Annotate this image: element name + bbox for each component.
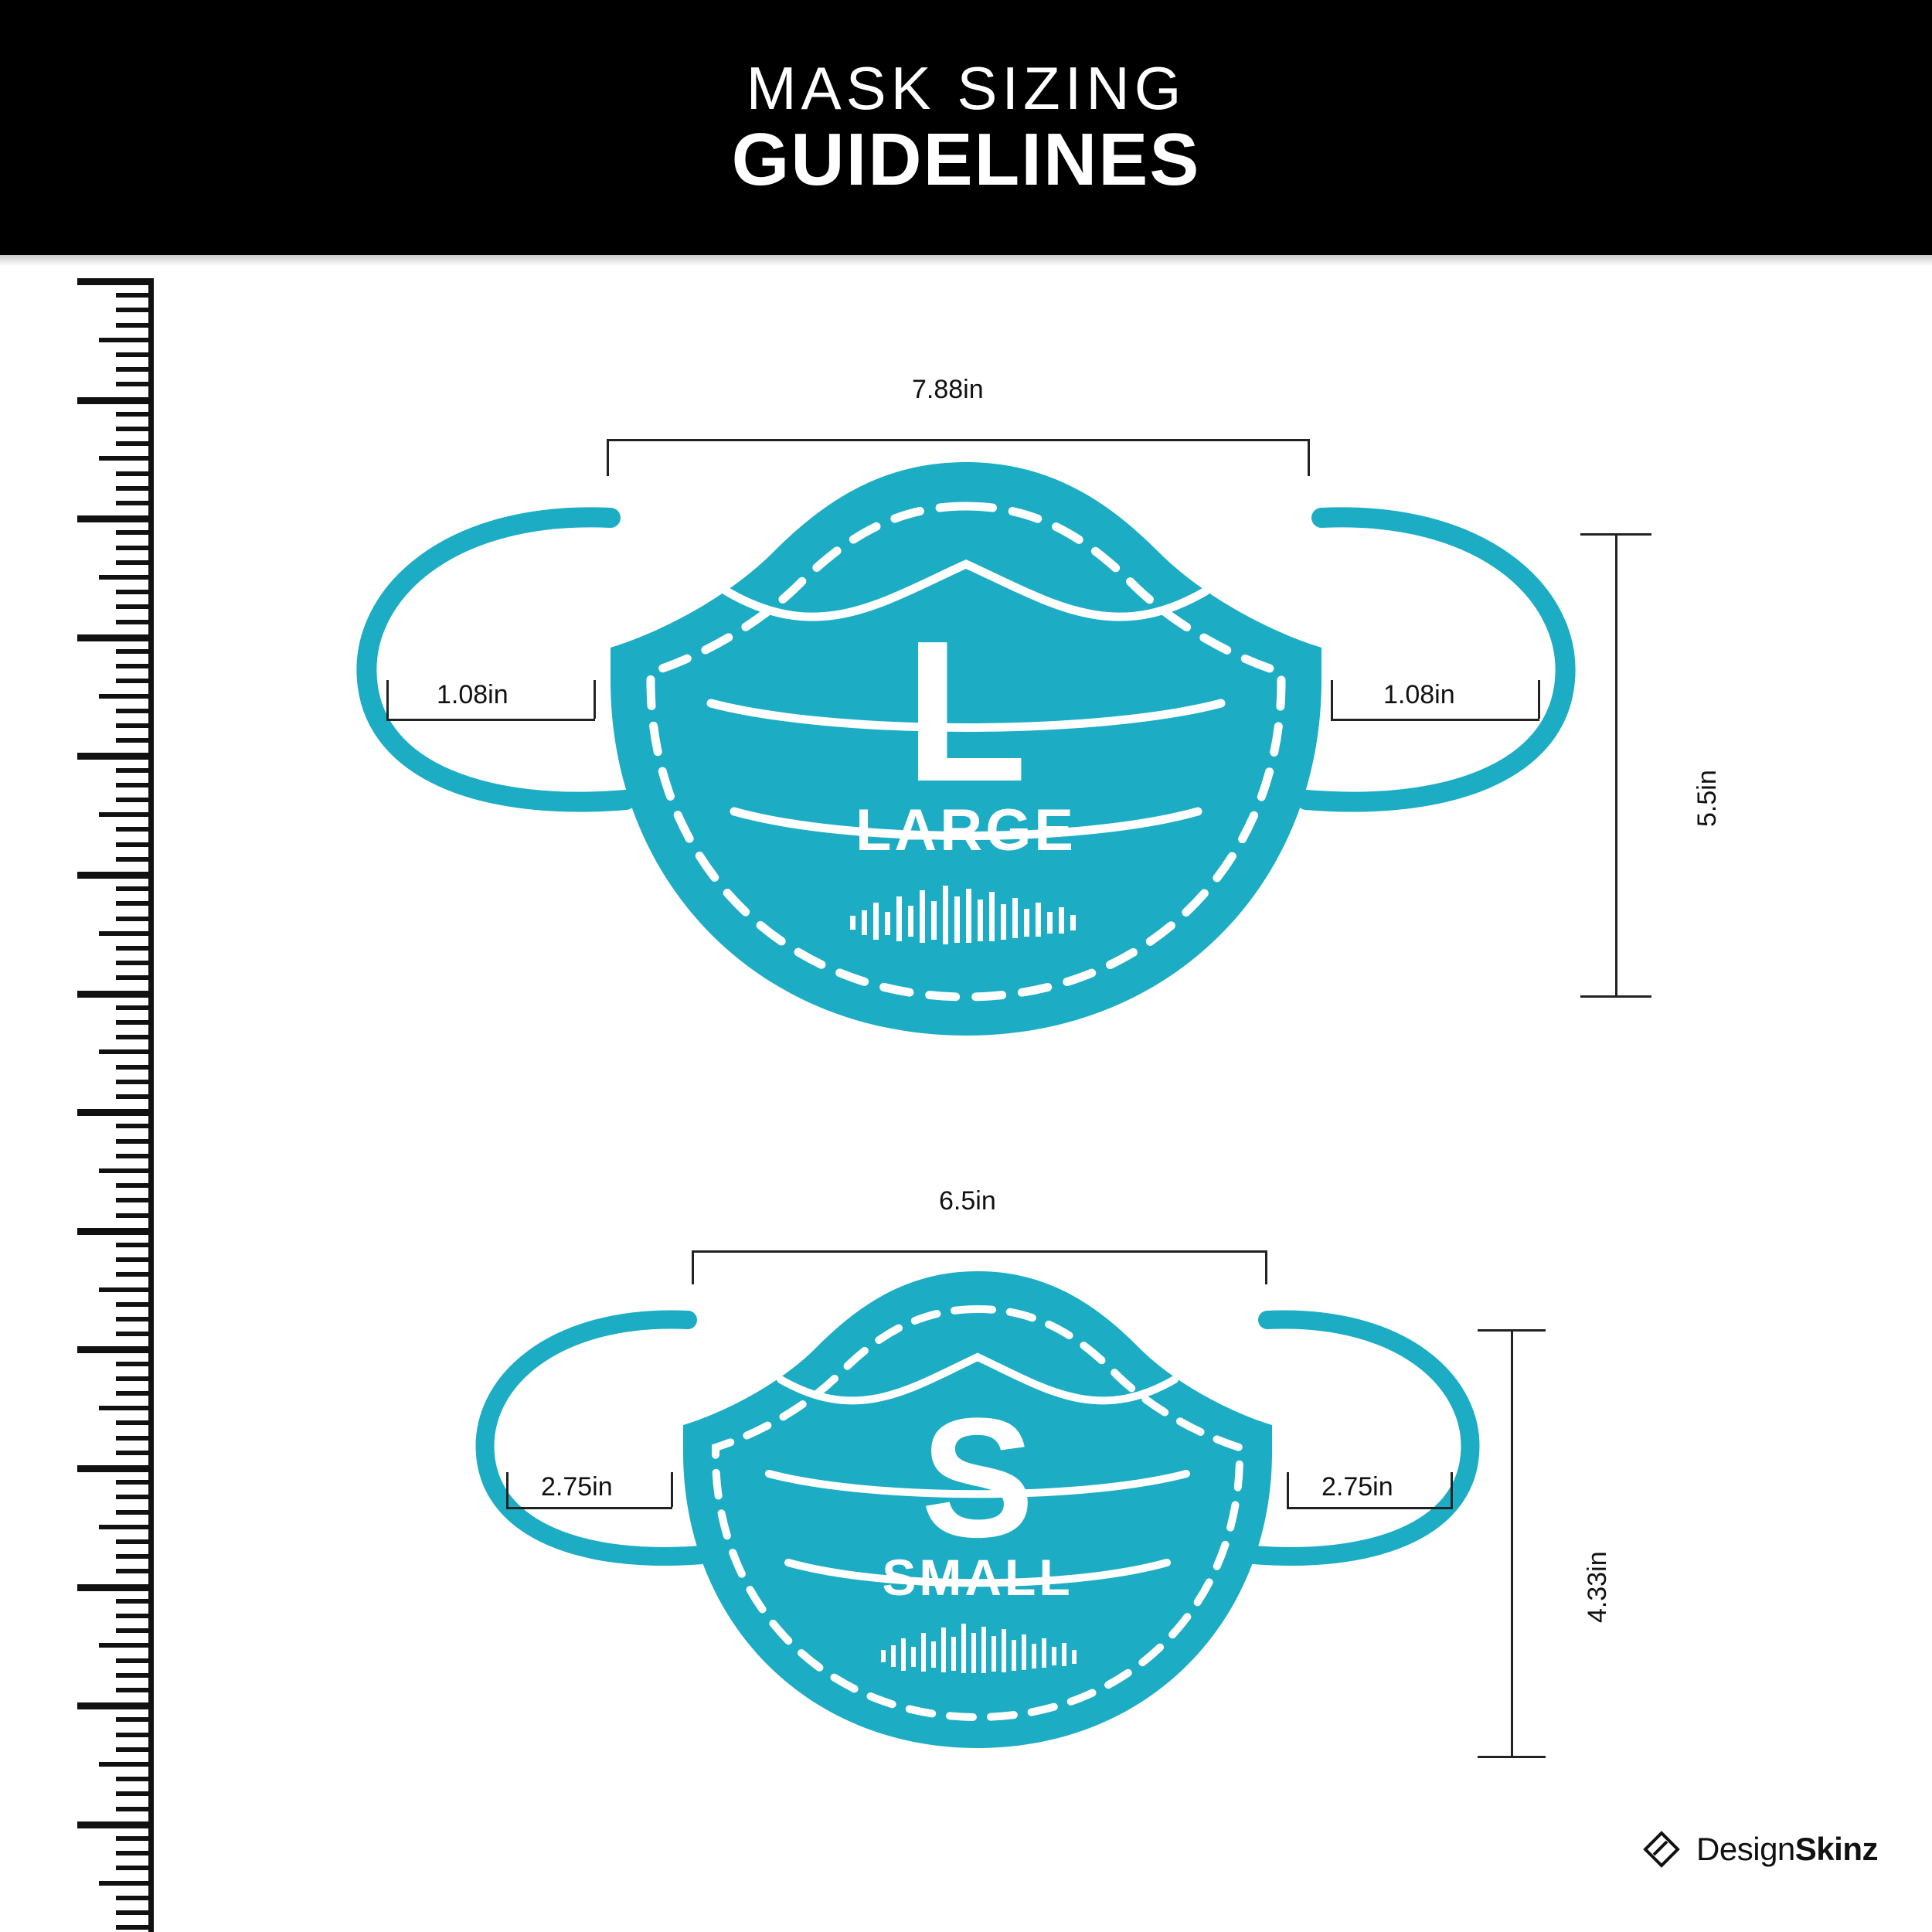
ruler-tick (116, 412, 148, 417)
ruler-tick (77, 1228, 148, 1235)
small-left-loop-line (506, 1507, 672, 1509)
ruler-tick (116, 1510, 148, 1515)
small-right-loop-tick-1 (1287, 1472, 1289, 1507)
ruler-tick (116, 1480, 148, 1485)
ruler-tick (116, 1198, 148, 1202)
ruler-tick (116, 1658, 148, 1663)
ruler-tick (116, 1733, 148, 1737)
ruler-tick (116, 649, 148, 654)
ruler-tick (116, 1717, 148, 1722)
ruler-tick (116, 946, 148, 951)
ruler-tick (116, 827, 148, 832)
ruler-tick (99, 1287, 148, 1292)
ruler-spine (148, 278, 154, 1932)
ruler-tick (116, 1628, 148, 1633)
large-height-tick-top (1580, 533, 1651, 536)
small-width-label: 6.5in (939, 1186, 996, 1216)
designskinz-logo-icon (1639, 1827, 1684, 1872)
ruler-tick (116, 1362, 148, 1366)
small-right-loop-tick-2 (1451, 1472, 1453, 1507)
header-banner (0, 0, 1932, 255)
large-right-loop-tick-2 (1538, 680, 1540, 719)
ruler-tick (116, 1747, 148, 1752)
ruler-tick (116, 1065, 148, 1070)
ruler-tick (116, 857, 148, 862)
page-title-line2: GUIDELINES (731, 118, 1201, 201)
large-right-loop-label: 1.08in (1383, 680, 1455, 709)
ruler-tick (77, 872, 148, 879)
ruler-tick (116, 471, 148, 476)
ruler-tick (77, 1821, 148, 1828)
ruler-tick (77, 991, 148, 998)
ruler-tick (116, 1673, 148, 1678)
ruler-tick (116, 723, 148, 728)
ruler-tick (77, 634, 148, 641)
ruler-tick (116, 1183, 148, 1188)
ruler-tick (116, 1851, 148, 1855)
ruler-tick (116, 441, 148, 446)
ruler-tick (77, 1702, 148, 1709)
page-title-line1: MASK SIZING (746, 54, 1186, 122)
ruler-tick (116, 1614, 148, 1618)
ruler-tick (99, 812, 148, 817)
brand-name-light: Design (1696, 1831, 1795, 1867)
ruler-tick (116, 620, 148, 624)
large-width-line (607, 439, 1310, 441)
ruler-tick (116, 664, 148, 668)
ruler-tick (116, 1554, 148, 1559)
ruler-tick (99, 1049, 148, 1054)
ruler-tick (116, 1436, 148, 1440)
ruler-tick (99, 338, 148, 342)
ruler-tick (116, 1791, 148, 1796)
ruler-tick (116, 1213, 148, 1218)
ruler-tick (77, 397, 148, 404)
ruler-tick (116, 1080, 148, 1084)
ruler-tick (77, 1109, 148, 1116)
ruler-tick (99, 456, 148, 461)
ruler-tick (116, 427, 148, 431)
small-right-loop-label: 2.75in (1321, 1472, 1393, 1502)
ruler-tick (116, 1925, 148, 1930)
ruler-tick (116, 1243, 148, 1247)
ruler-tick (116, 560, 148, 565)
ruler-tick (116, 352, 148, 357)
ruler-tick (116, 1910, 148, 1915)
large-height-label: 5.5in (1692, 770, 1722, 827)
ruler-tick (116, 1154, 148, 1158)
ruler-tick (116, 323, 148, 328)
ruler-tick (116, 530, 148, 535)
ruler-tick (116, 679, 148, 683)
ruler-tick (116, 1599, 148, 1604)
ruler-tick (116, 1495, 148, 1499)
ruler-tick (116, 501, 148, 505)
ruler-tick (116, 1688, 148, 1692)
ruler-tick (116, 1836, 148, 1841)
ruler-tick (116, 798, 148, 802)
brand-name (1696, 1831, 1878, 1868)
ruler-tick (116, 1272, 148, 1277)
brand-name-bold: Skinz (1794, 1831, 1878, 1867)
ruler-tick (116, 590, 148, 594)
small-width-line (692, 1250, 1267, 1253)
ruler-tick (116, 1896, 148, 1900)
ruler-tick (116, 1376, 148, 1381)
small-height-label: 4.33in (1583, 1551, 1612, 1623)
ruler-tick (77, 753, 148, 760)
ruler-tick (116, 1866, 148, 1870)
ruler-tick (99, 931, 148, 936)
ruler-tick (77, 1346, 148, 1353)
ruler-tick (116, 1005, 148, 1010)
ruler-tick (116, 709, 148, 713)
ruler-tick (116, 1807, 148, 1811)
ruler-tick (116, 1539, 148, 1544)
ruler-tick (99, 694, 148, 699)
large-left-loop-line (386, 719, 595, 721)
ruler-tick (99, 1525, 148, 1529)
small-height-line (1511, 1329, 1513, 1758)
ruler-tick (116, 1317, 148, 1321)
svg-text:S: S (920, 1383, 1035, 1573)
ruler-tick (116, 901, 148, 906)
ruler-tick (116, 961, 148, 965)
ruler-tick (116, 783, 148, 787)
small-left-loop-tick-2 (671, 1472, 673, 1507)
brand-watermark (1639, 1827, 1878, 1872)
small-mask-illustration (464, 1260, 1492, 1801)
ruler-tick (116, 1124, 148, 1128)
ruler-tick (116, 768, 148, 773)
ruler-tick (116, 1302, 148, 1307)
ruler-tick (116, 1020, 148, 1025)
ruler-tick (116, 917, 148, 921)
ruler-tick (116, 1257, 148, 1262)
large-left-loop-label: 1.08in (437, 680, 509, 709)
svg-text:LARGE: LARGE (855, 798, 1077, 863)
vertical-ruler (40, 278, 172, 1932)
small-height-tick-bottom (1478, 1756, 1546, 1758)
large-right-loop-tick-1 (1331, 680, 1333, 719)
ruler-tick (99, 1881, 148, 1886)
ruler-tick (116, 1777, 148, 1781)
ruler-tick (116, 293, 148, 298)
small-right-loop-line (1287, 1507, 1453, 1509)
ruler-tick (99, 575, 148, 580)
ruler-tick (116, 1035, 148, 1039)
header-shadow (0, 255, 1932, 266)
ruler-tick (116, 842, 148, 847)
ruler-tick (116, 546, 148, 550)
ruler-tick (77, 515, 148, 522)
ruler-tick (116, 975, 148, 980)
large-width-label: 7.88in (912, 375, 984, 404)
svg-text:L: L (904, 600, 1028, 824)
ruler-tick (77, 1584, 148, 1591)
large-left-loop-tick-2 (594, 680, 596, 719)
ruler-tick (116, 1569, 148, 1573)
large-right-loop-line (1331, 719, 1539, 721)
ruler-tick (99, 1762, 148, 1767)
ruler-tick (116, 604, 148, 609)
large-mask-illustration (340, 448, 1592, 1097)
ruler-tick (99, 1643, 148, 1648)
small-left-loop-label: 2.75in (541, 1472, 613, 1502)
large-height-tick-bottom (1580, 995, 1651, 998)
ruler-tick (116, 886, 148, 891)
ruler-tick (116, 1420, 148, 1425)
ruler-tick (116, 1451, 148, 1455)
ruler-tick (116, 1094, 148, 1099)
small-left-loop-tick-1 (506, 1472, 509, 1507)
ruler-tick (116, 308, 148, 312)
large-height-line (1615, 533, 1617, 997)
ruler-tick (116, 1139, 148, 1144)
ruler-tick (77, 1465, 148, 1472)
ruler-tick (116, 382, 148, 386)
ruler-tick (116, 486, 148, 491)
ruler-tick (116, 738, 148, 743)
ruler-tick (99, 1168, 148, 1173)
ruler-tick (116, 1332, 148, 1336)
ruler-tick (116, 367, 148, 372)
large-left-loop-tick-1 (386, 680, 389, 719)
svg-text:SMALL: SMALL (882, 1549, 1073, 1606)
small-height-tick-top (1478, 1329, 1546, 1332)
ruler-tick (77, 278, 148, 285)
ruler-tick (99, 1406, 148, 1410)
ruler-tick (116, 1391, 148, 1396)
